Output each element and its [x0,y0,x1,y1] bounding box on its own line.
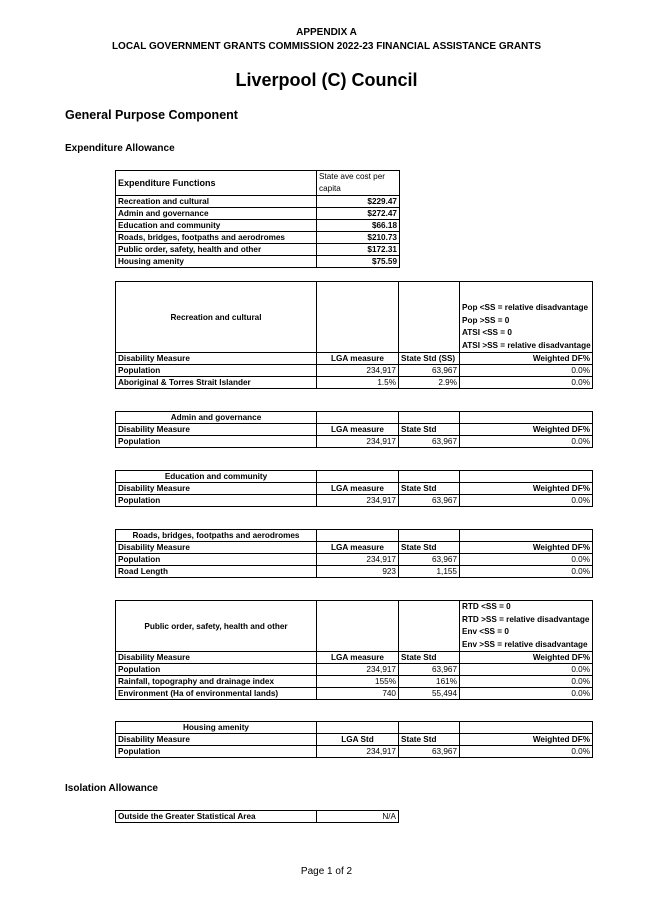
note-line: Env <SS = 0 [462,627,509,636]
council-title: Liverpool (C) Council [235,70,418,90]
row-df: 0.0% [460,365,593,377]
row-value: $210.73 [317,232,400,244]
note-line: RTD <SS = 0 [462,602,511,611]
row-lga: 234,917 [317,554,399,566]
table-row [116,232,400,244]
education-title: Education and community [116,471,317,483]
table-row [116,436,593,448]
expenditure-functions-header: Expenditure Functions [116,171,317,196]
row-state: 2.9% [399,377,460,389]
public-order-notes [460,601,593,652]
table-row [116,566,593,578]
empty-cell [460,412,593,424]
education-table [115,470,593,507]
row-df: 0.0% [460,554,593,566]
row-state: 63,967 [399,554,460,566]
empty-cell [317,412,399,424]
col-header-measure: Disability Measure [116,353,317,365]
row-df: 0.0% [460,436,593,448]
note-line: ATSI <SS = 0 [462,328,512,337]
row-df: 0.0% [460,664,593,676]
row-label: Rainfall, topography and drainage index [116,676,317,688]
row-lga: 923 [317,566,399,578]
empty-cell [399,601,460,652]
row-label: Population [116,495,317,507]
col-header-measure: Disability Measure [116,424,317,436]
col-header-df: Weighted DF% [460,734,593,746]
empty-cell [460,722,593,734]
col-header-measure: Disability Measure [116,734,317,746]
empty-cell [399,412,460,424]
row-label: Housing amenity [116,256,317,268]
row-state: 63,967 [399,365,460,377]
admin-table [115,411,593,448]
row-lga: 1.5% [317,377,399,389]
table-row [116,220,400,232]
table-row [116,244,400,256]
empty-cell [317,530,399,542]
col-header-lga: LGA measure [317,424,399,436]
recreation-table [115,281,593,389]
row-df: 0.0% [460,746,593,758]
row-label: Recreation and cultural [116,196,317,208]
row-label: Public order, safety, health and other [116,244,317,256]
col-header-lga: LGA Std [317,734,399,746]
col-header-df: Weighted DF% [460,483,593,495]
row-label: Population [116,436,317,448]
empty-cell [317,282,399,353]
empty-cell [460,530,593,542]
col-header-state: State Std [399,652,460,664]
row-state: 55,494 [399,688,460,700]
col-header-lga: LGA measure [317,542,399,554]
isolation-value: N/A [317,811,399,823]
row-label: Population [116,365,317,377]
expenditure-functions-table [115,170,400,268]
note-line: Env >SS = relative disadvantage [462,639,588,649]
col-header-state: State Std (SS) [399,353,460,365]
row-lga: 234,917 [317,746,399,758]
row-value: $172.31 [317,244,400,256]
row-df: 0.0% [460,676,593,688]
row-df: 0.0% [460,688,593,700]
empty-cell [399,282,460,353]
col-header-measure: Disability Measure [116,483,317,495]
table-row [116,746,593,758]
public-order-title: Public order, safety, health and other [116,601,317,652]
col-header-lga: LGA measure [317,483,399,495]
empty-cell [399,530,460,542]
row-state: 63,967 [399,746,460,758]
document-subtitle: LOCAL GOVERNMENT GRANTS COMMISSION 2022-23 FINANCIAL ASSISTANCE GRANTS [111,41,542,52]
note-line: Pop >SS = 0 [462,315,510,325]
table-row [116,256,400,268]
row-df: 0.0% [460,377,593,389]
col-header-state: State Std [399,734,460,746]
col-header-measure: Disability Measure [116,542,317,554]
isolation-table [115,810,399,823]
col-header-state: State Std [399,424,460,436]
row-df: 0.0% [460,566,593,578]
col-header-lga: LGA measure [317,652,399,664]
empty-cell [317,722,399,734]
row-value: $272.47 [317,208,400,220]
empty-cell [317,471,399,483]
row-value: $229.47 [317,196,400,208]
housing-title: Housing amenity [116,722,317,734]
row-lga: 740 [317,688,399,700]
empty-cell [317,601,399,652]
appendix-label: APPENDIX A [296,27,357,38]
row-state: 63,967 [399,436,460,448]
row-label: Aboriginal & Torres Strait Islander [116,377,317,389]
col-header-state: State Std [399,483,460,495]
row-label: Population [116,554,317,566]
recreation-notes [460,282,593,353]
table-row [116,495,593,507]
row-df: 0.0% [460,495,593,507]
row-label: Population [116,746,317,758]
row-state: 63,967 [399,495,460,507]
row-lga: 234,917 [317,436,399,448]
row-label: Roads, bridges, footpaths and aerodromes [116,232,317,244]
row-value: $66.18 [317,220,400,232]
col-header-df: Weighted DF% [460,424,593,436]
table-row [116,377,593,389]
row-lga: 234,917 [317,495,399,507]
table-row [116,554,593,566]
isolation-label: Outside the Greater Statistical Area [116,811,317,823]
table-row [116,811,399,823]
row-lga: 234,917 [317,664,399,676]
empty-cell [399,722,460,734]
admin-title: Admin and governance [116,412,317,424]
row-label: Admin and governance [116,208,317,220]
state-ave-cost-header-line2: capita [319,184,341,193]
row-state: 63,967 [399,664,460,676]
col-header-lga: LGA measure [317,353,399,365]
row-state: 1,155 [399,566,460,578]
table-row [116,208,400,220]
row-lga: 155% [317,676,399,688]
expenditure-allowance-heading: Expenditure Allowance [65,143,175,154]
isolation-allowance-heading: Isolation Allowance [65,783,158,794]
page-number: Page 1 of 2 [300,866,353,877]
row-label: Education and community [116,220,317,232]
table-row [116,664,593,676]
roads-table [115,529,593,578]
note-line: Pop <SS = relative disadvantage [462,303,589,312]
state-ave-cost-header [317,171,400,196]
recreation-title: Recreation and cultural [116,282,317,353]
note-line: ATSI >SS = relative disadvantage [462,340,591,350]
row-label: Population [116,664,317,676]
table-row [116,196,400,208]
col-header-df: Weighted DF% [460,542,593,554]
row-state: 161% [399,676,460,688]
col-header-state: State Std [399,542,460,554]
col-header-df: Weighted DF% [460,353,593,365]
row-label: Environment (Ha of environmental lands) [116,688,317,700]
public-order-table [115,600,593,700]
col-header-measure: Disability Measure [116,652,317,664]
general-purpose-heading: General Purpose Component [65,108,238,122]
col-header-df: Weighted DF% [460,652,593,664]
row-value: $75.59 [317,256,400,268]
row-label: Road Length [116,566,317,578]
note-line: RTD >SS = relative disadvantage [462,614,590,624]
empty-cell [399,471,460,483]
table-row [116,688,593,700]
empty-cell [460,471,593,483]
housing-table [115,721,593,758]
row-lga: 234,917 [317,365,399,377]
roads-title: Roads, bridges, footpaths and aerodromes [116,530,317,542]
table-row [116,365,593,377]
table-row [116,676,593,688]
state-ave-cost-header-line1: State ave cost per [319,172,385,181]
